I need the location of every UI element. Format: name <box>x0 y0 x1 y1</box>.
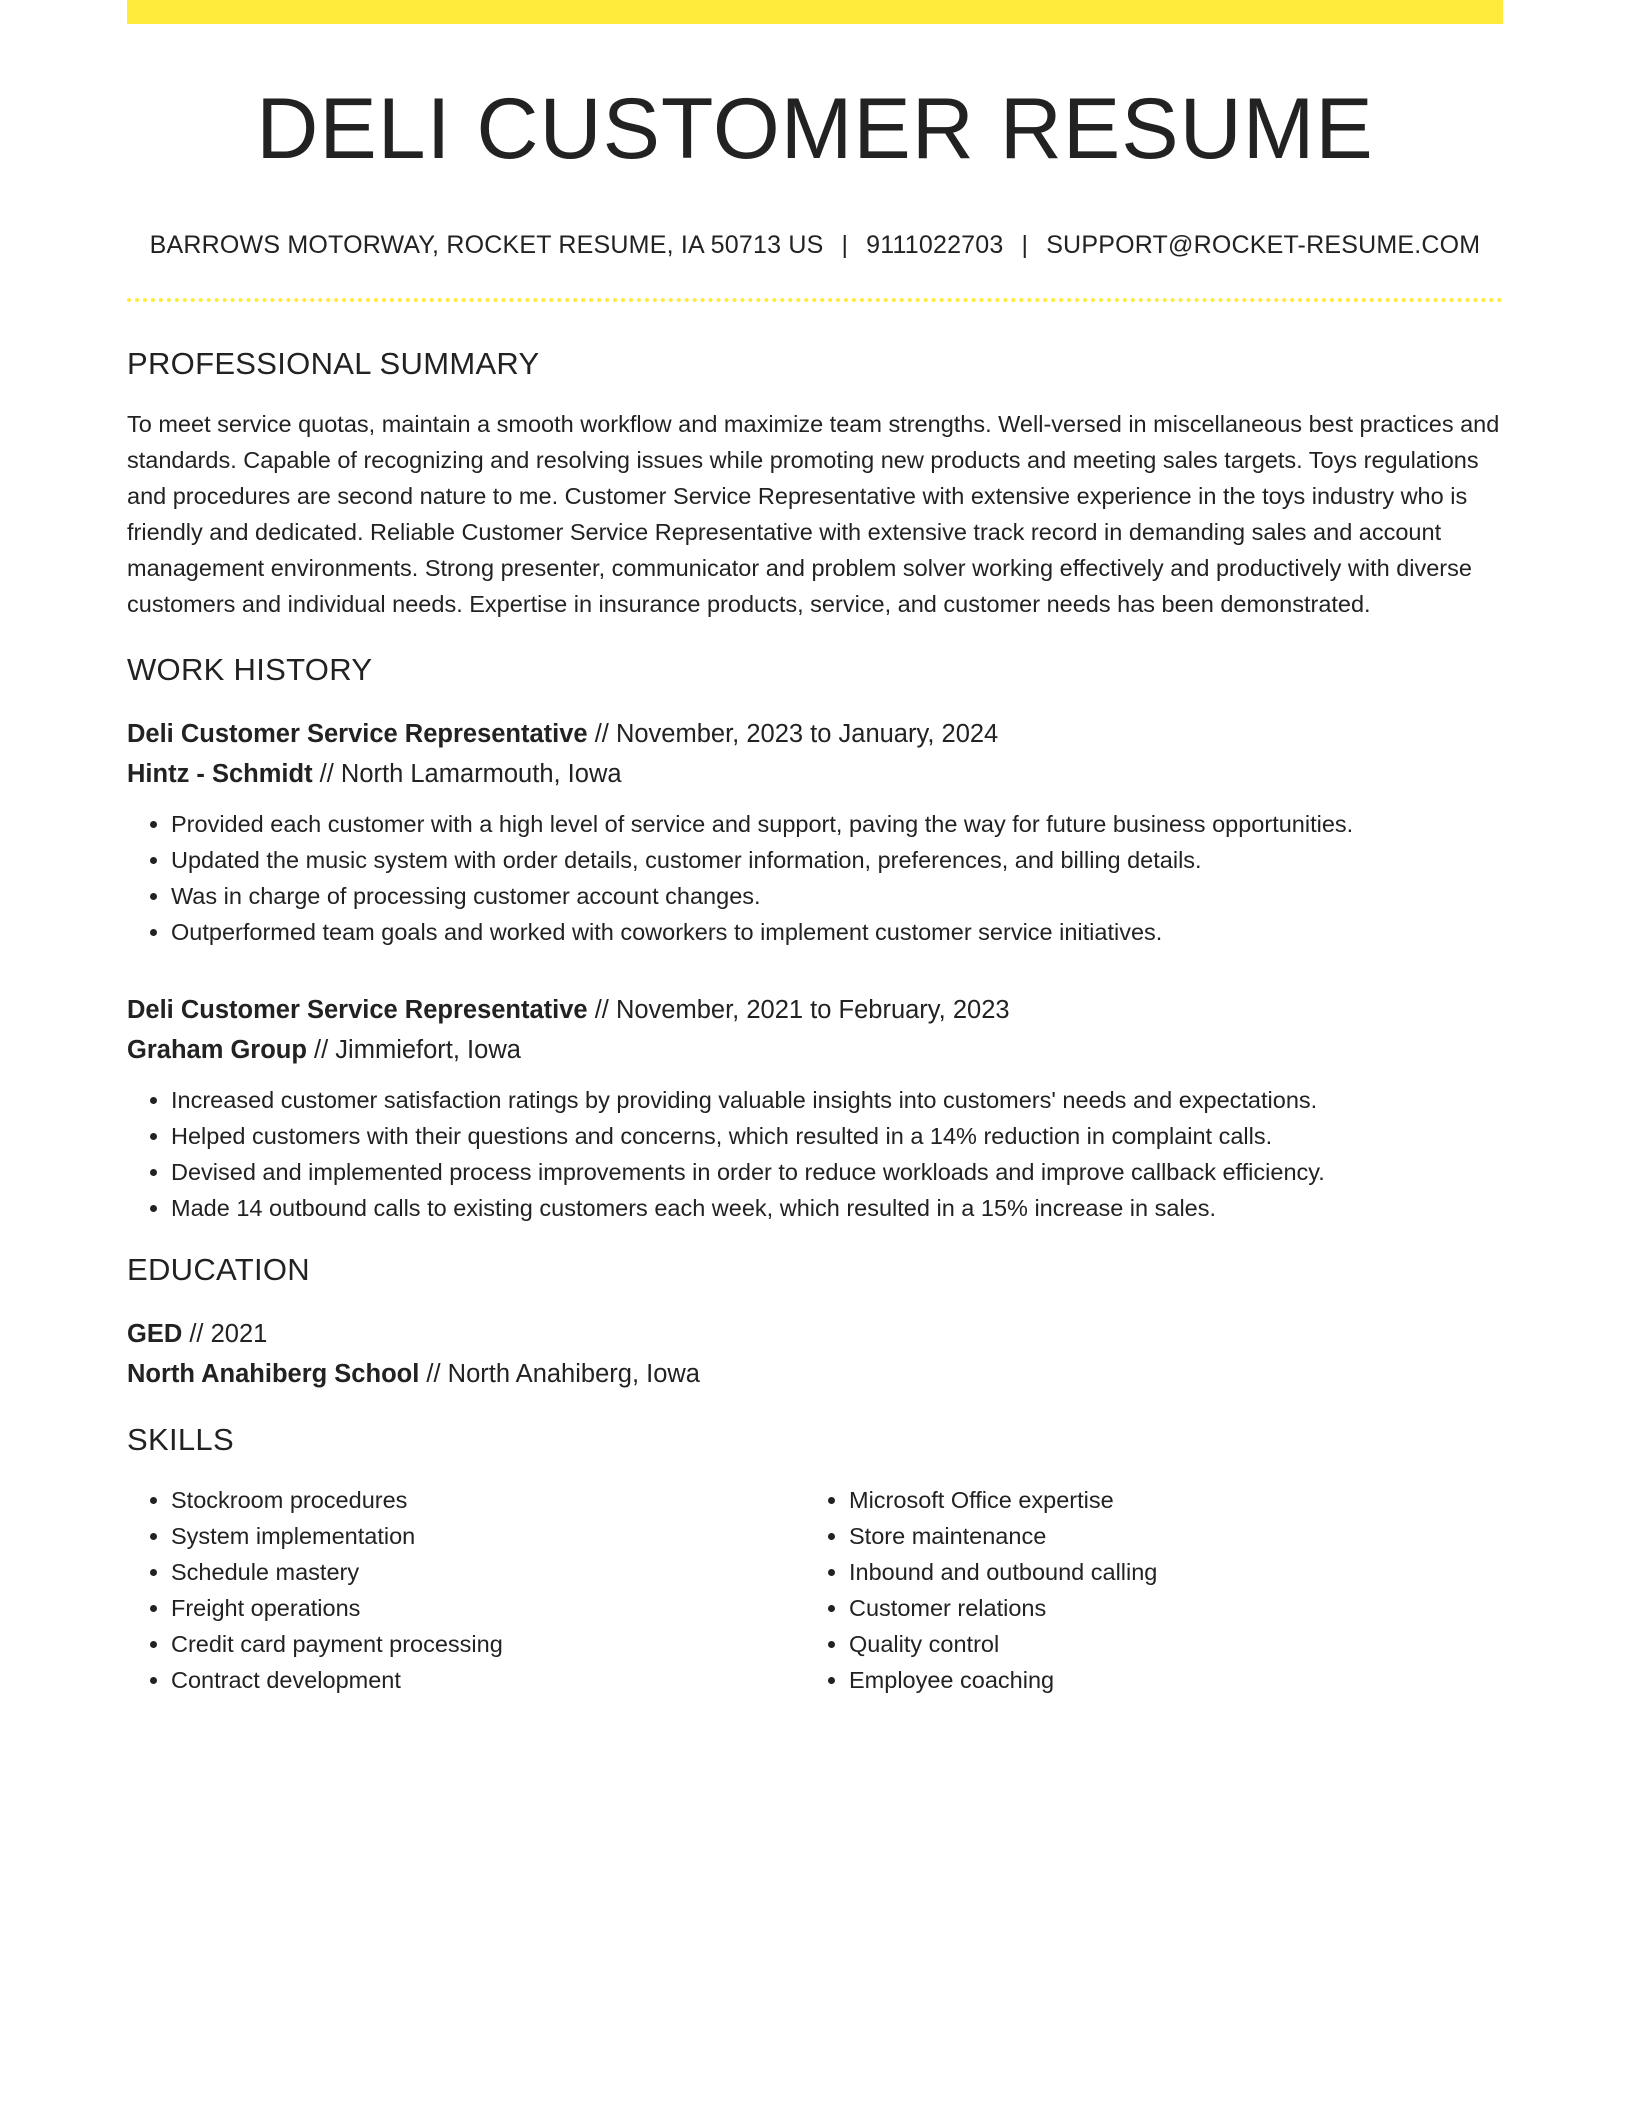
job-bullets <box>127 1082 1503 1226</box>
education-location: // North Anahiberg, Iowa <box>419 1359 700 1388</box>
job-bullet: • Increased customer satisfaction ratings by providing valuable insights into customers' needs and expectations. <box>171 1082 1503 1118</box>
skill-item: • Store maintenance <box>849 1518 1483 1554</box>
contact-separator: | <box>841 230 849 259</box>
summary-text: To meet service quotas, maintain a smooth workflow and maximize team strengths. Well-versed in miscellaneous best practices and standards. Capable of recognizing and resolving issues while promoting new products and meeting sales targets. Toys regulations and procedures are second nature to me. Customer Service Representative with extensive experience in the toys industry who is friendly and dedicated. Reliable Customer Service Representative with extensive track record in demanding sales and account management environments. Strong presenter, communicator and problem solver working effectively and productively with diverse customers and individual needs. Expertise in insurance products, service, and customer needs has been demonstrated. <box>127 410 1500 617</box>
contact-address: BARROWS MOTORWAY, ROCKET RESUME, IA 50713 US <box>149 230 824 259</box>
education-degree: GED <box>127 1319 183 1348</box>
skills-list-right <box>805 1482 1483 1698</box>
job-company: Hintz - Schmidt <box>127 759 313 788</box>
job-title-line <box>127 714 1503 754</box>
resume-page <box>127 0 1503 1698</box>
skill-item: • Microsoft Office expertise <box>849 1482 1483 1518</box>
contact-phone: 9111022703 <box>866 230 1004 259</box>
skill-item: • Stockroom procedures <box>171 1482 805 1518</box>
job-title: Deli Customer Service Representative <box>127 995 588 1024</box>
skill-item: • Quality control <box>849 1626 1483 1662</box>
skills-columns <box>127 1482 1503 1698</box>
skills-list-left <box>127 1482 805 1698</box>
job-bullet: • Was in charge of processing customer account changes. <box>171 878 1503 914</box>
education-school-line <box>127 1354 1503 1394</box>
skill-item: • Customer relations <box>849 1590 1483 1626</box>
skill-item: • Credit card payment processing <box>171 1626 805 1662</box>
job-dates: // November, 2023 to January, 2024 <box>587 719 999 748</box>
job-bullet: • Outperformed team goals and worked with coworkers to implement customer service initiatives. <box>171 914 1503 950</box>
skill-item: • Freight operations <box>171 1590 805 1626</box>
job-bullet: • Provided each customer with a high level of service and support, paving the way for future business opportunities. <box>171 806 1503 842</box>
education-heading: EDUCATION <box>127 1251 310 1287</box>
skill-item: • Inbound and outbound calling <box>849 1554 1483 1590</box>
job-company-line <box>127 754 1503 794</box>
contact-line <box>127 231 1503 260</box>
job-bullet: • Made 14 outbound calls to existing customers each week, which resulted in a 15% increase in sales. <box>171 1190 1503 1226</box>
contact-email: SUPPORT@ROCKET-RESUME.COM <box>1046 230 1481 259</box>
education-entry <box>127 1314 1503 1394</box>
skill-item: • Contract development <box>171 1662 805 1698</box>
skill-item: • Employee coaching <box>849 1662 1483 1698</box>
skills-heading: SKILLS <box>127 1421 234 1457</box>
education-year: // 2021 <box>182 1319 268 1348</box>
dotted-divider <box>127 298 1503 302</box>
job-bullet: • Helped customers with their questions and concerns, which resulted in a 14% reduction in complaint calls. <box>171 1118 1503 1154</box>
job-title-line <box>127 990 1503 1030</box>
resume-title: DELI CUSTOMER RESUME <box>256 81 1374 177</box>
job-dates: // November, 2021 to February, 2023 <box>587 995 1010 1024</box>
job-company-line <box>127 1030 1503 1070</box>
job-entry <box>127 714 1503 950</box>
job-entry <box>127 990 1503 1226</box>
job-company: Graham Group <box>127 1035 307 1064</box>
skill-item: • Schedule mastery <box>171 1554 805 1590</box>
contact-separator: | <box>1021 230 1029 259</box>
job-bullet: • Updated the music system with order details, customer information, preferences, and billing details. <box>171 842 1503 878</box>
education-degree-line <box>127 1314 1503 1354</box>
job-bullet: • Devised and implemented process improvements in order to reduce workloads and improve callback efficiency. <box>171 1154 1503 1190</box>
education-school: North Anahiberg School <box>127 1359 420 1388</box>
job-title: Deli Customer Service Representative <box>127 719 588 748</box>
job-location: // Jimmiefort, Iowa <box>306 1035 521 1064</box>
job-bullets <box>127 806 1503 950</box>
job-location: // North Lamarmouth, Iowa <box>312 759 622 788</box>
summary-heading: PROFESSIONAL SUMMARY <box>127 345 540 381</box>
work-history-heading: WORK HISTORY <box>127 651 373 687</box>
skill-item: • System implementation <box>171 1518 805 1554</box>
top-accent-bar <box>127 0 1503 24</box>
